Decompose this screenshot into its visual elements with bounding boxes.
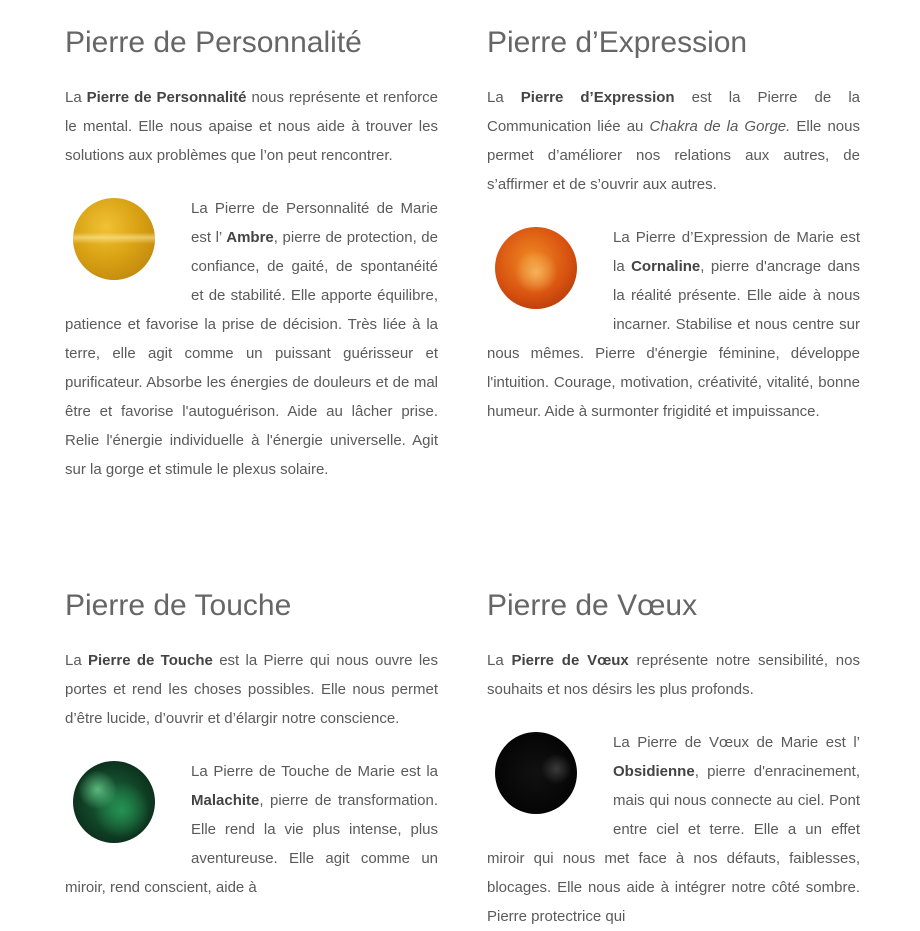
intro-paragraph: La Pierre de Vœux représente notre sensibilité, nos souhaits et nos désirs les plus profonds. bbox=[487, 652, 860, 698]
stone-category-bold: Pierre d’Expression bbox=[520, 89, 675, 106]
stone-name-bold: Malachite bbox=[191, 792, 260, 809]
section-pierre-voeux bbox=[487, 587, 860, 931]
section-title: Pierre d’Expression bbox=[487, 26, 748, 59]
section-pierre-expression bbox=[487, 24, 860, 426]
malachite-stone-image bbox=[73, 761, 155, 843]
section-title: Pierre de Vœux bbox=[487, 589, 698, 622]
amber-stone-image bbox=[73, 198, 155, 280]
stone-name-bold: Cornaline bbox=[631, 258, 701, 275]
stone-category-bold: Pierre de Personnalité bbox=[86, 89, 247, 106]
stone-paragraph: La Pierre de Personnalité de Marie est l’ Ambre, pierre de protection, de confiance, de gaité, de spontanéité et de stabilité. Elle apporte équilibre, patience et favorise la prise de décision. Très liée à la terre, elle agit comme un puissant guérisseur et purificateur. Absorbe les énergies de douleurs et de mal être et favorise l'autoguérison. Aide au lâcher prise. Relie l'énergie individuelle à l'énergie universelle. Agit sur la gorge et stimule le plexus solaire. bbox=[65, 200, 438, 478]
chakra-italic: Chakra de la Gorge. bbox=[649, 118, 791, 135]
stone-paragraph: La Pierre de Touche de Marie est la Malachite, pierre de transformation. Elle rend la vie plus intense, plus aventureuse. Elle agit comme un miroir, rend conscient, aide à bbox=[65, 763, 438, 896]
stone-name-bold: Ambre bbox=[226, 229, 274, 246]
section-pierre-touche bbox=[65, 587, 438, 902]
intro-paragraph: La Pierre de Personnalité nous représente et renforce le mental. Elle nous apaise et nous aide à trouver les solutions aux problèmes que l’on peut rencontrer. bbox=[65, 89, 438, 164]
carnelian-stone-image bbox=[495, 227, 577, 309]
stone-name-bold: Obsidienne bbox=[613, 763, 695, 780]
stone-category-bold: Pierre de Vœux bbox=[511, 652, 629, 669]
section-title: Pierre de Personnalité bbox=[65, 26, 362, 59]
stone-paragraph: La Pierre de Vœux de Marie est l’ Obsidienne, pierre d'enracinement, mais qui nous connecte au ciel. Pont entre ciel et terre. Elle a un effet miroir qui nous met face à nos défauts, faiblesses, blocages. Elle nous aide à intégrer notre côté sombre. Pierre protectrice qui bbox=[487, 734, 860, 925]
stone-paragraph: La Pierre d’Expression de Marie est la Cornaline, pierre d'ancrage dans la réalité présente. Elle aide à nous incarner. Stabilise et nous centre sur nous mêmes. Pierre d'énergie féminine, développe l'intuition. Courage, motivation, créativité, vitalité, bonne humeur. Aide à surmonter frigidité et impuissance. bbox=[487, 229, 860, 420]
stone-category-bold: Pierre de Touche bbox=[88, 652, 213, 669]
obsidian-stone-image bbox=[495, 732, 577, 814]
section-title: Pierre de Touche bbox=[65, 589, 292, 622]
intro-paragraph: La Pierre de Touche est la Pierre qui nous ouvre les portes et rend les choses possibles. Elle nous permet d’être lucide, d’ouvrir et d’élargir notre conscience. bbox=[65, 652, 438, 727]
intro-paragraph: La Pierre d’Expression est la Pierre de la Communication liée au Chakra de la Gorge. Elle nous permet d’améliorer nos relations aux autres, de s’affirmer et de s’ouvrir aux autres. bbox=[487, 89, 860, 193]
section-pierre-personnalite bbox=[65, 24, 438, 484]
